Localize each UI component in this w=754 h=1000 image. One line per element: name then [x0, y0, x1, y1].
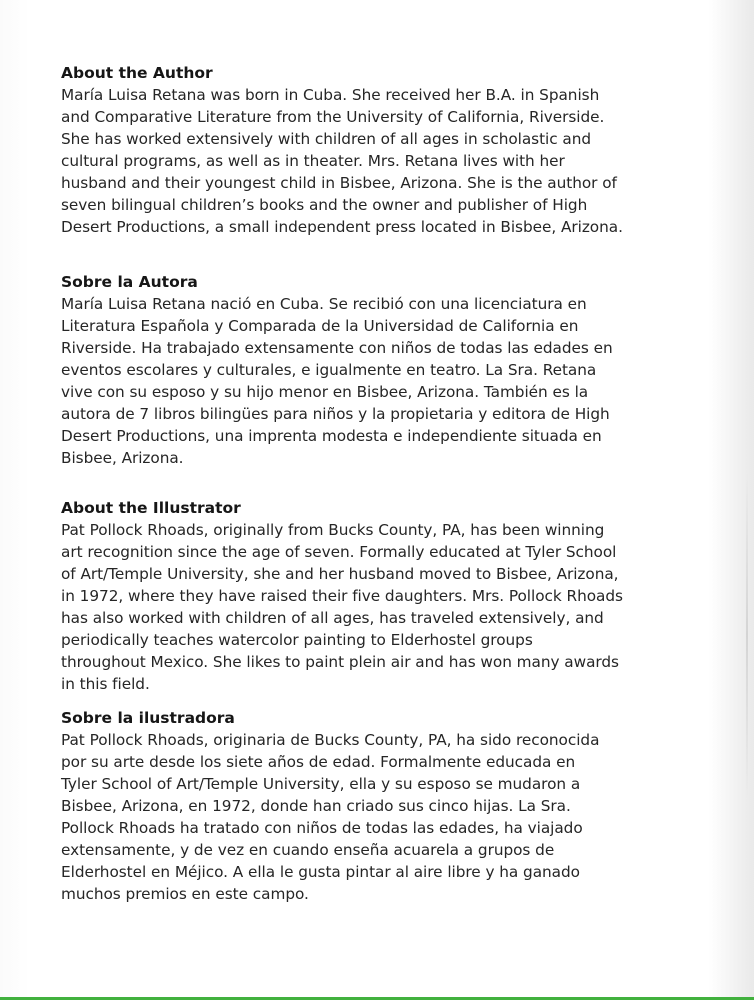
text-line: Desert Productions, a small independent press located in Bisbee, Arizona.	[61, 218, 623, 236]
text-line: María Luisa Retana was born in Cuba. She received her B.A. in Spanish	[61, 86, 600, 104]
text-line: She has worked extensively with children of all ages in scholastic and	[61, 130, 592, 148]
section-body	[61, 293, 701, 469]
text-line: Pollock Rhoads ha tratado con niños de todas las edades, ha viajado	[61, 819, 583, 837]
section-heading: About the Illustrator	[61, 499, 241, 517]
section-heading: About the Author	[61, 64, 213, 82]
about-the-illustrator-section	[61, 497, 701, 695]
text-line: Bisbee, Arizona, en 1972, donde han criado sus cinco hijas. La Sra.	[61, 797, 571, 815]
text-line: periodically teaches watercolor painting to Elderhostel groups	[61, 631, 533, 649]
sobre-la-ilustradora-section	[61, 707, 701, 905]
text-line: of Art/Temple University, she and her husband moved to Bisbee, Arizona,	[61, 565, 619, 583]
section-body	[61, 729, 701, 905]
text-line: Bisbee, Arizona.	[61, 449, 184, 467]
page-fold-shadow	[746, 470, 748, 800]
sobre-la-autora-section	[61, 271, 701, 469]
text-line: eventos escolares y culturales, e igualmente en teatro. La Sra. Retana	[61, 361, 597, 379]
text-line: Pat Pollock Rhoads, originaria de Bucks County, PA, ha sido reconocida	[61, 731, 600, 749]
text-line: Pat Pollock Rhoads, originally from Bucks County, PA, has been winning	[61, 521, 605, 539]
text-line: in this field.	[61, 675, 150, 693]
about-the-author-section	[61, 62, 701, 238]
text-line: throughout Mexico. She likes to paint plein air and has won many awards	[61, 653, 619, 671]
text-line: por su arte desde los siete años de edad. Formalmente educada en	[61, 753, 576, 771]
text-line: Literatura Española y Comparada de la Universidad de California en	[61, 317, 579, 335]
text-line: in 1972, where they have raised their five daughters. Mrs. Pollock Rhoads	[61, 587, 623, 605]
text-line: Tyler School of Art/Temple University, ella y su esposo se mudaron a	[61, 775, 581, 793]
section-body	[61, 84, 701, 238]
text-line: art recognition since the age of seven. Formally educated at Tyler School	[61, 543, 617, 561]
text-line: and Comparative Literature from the University of California, Riverside.	[61, 108, 605, 126]
text-line: cultural programs, as well as in theater. Mrs. Retana lives with her	[61, 152, 565, 170]
text-line: Riverside. Ha trabajado extensamente con niños de todas las edades en	[61, 339, 613, 357]
text-line: seven bilingual children’s books and the owner and publisher of High	[61, 196, 588, 214]
text-line: María Luisa Retana nació en Cuba. Se recibió con una licenciatura en	[61, 295, 587, 313]
text-line: has also worked with children of all ages, has traveled extensively, and	[61, 609, 604, 627]
text-line: Elderhostel en Méjico. A ella le gusta pintar al aire libre y ha ganado	[61, 863, 580, 881]
text-line: husband and their youngest child in Bisbee, Arizona. She is the author of	[61, 174, 617, 192]
text-line: Desert Productions, una imprenta modesta e independiente situada en	[61, 427, 602, 445]
text-line: muchos premios en este campo.	[61, 885, 309, 903]
section-body	[61, 519, 701, 695]
text-line: autora de 7 libros bilingües para niños y la propietaria y editora de High	[61, 405, 610, 423]
text-line: vive con su esposo y su hijo menor en Bisbee, Arizona. También es la	[61, 383, 589, 401]
section-heading: Sobre la Autora	[61, 273, 198, 291]
section-heading: Sobre la ilustradora	[61, 709, 235, 727]
text-line: extensamente, y de vez en cuando enseña acuarela a grupos de	[61, 841, 555, 859]
